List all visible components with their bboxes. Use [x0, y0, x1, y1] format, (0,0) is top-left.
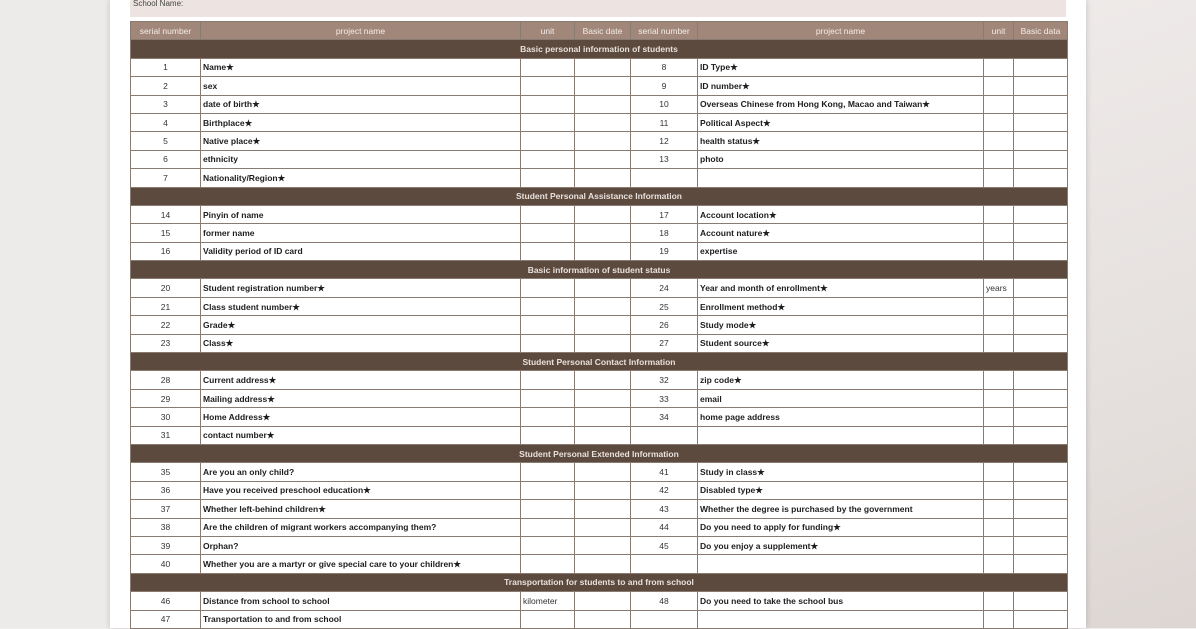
unit-cell [521, 205, 575, 223]
project-name-cell [698, 169, 984, 187]
student-info-table [130, 21, 1068, 629]
basic-data-cell[interactable] [1014, 518, 1068, 536]
unit-cell [521, 242, 575, 260]
unit-cell [984, 610, 1014, 628]
unit-cell [984, 58, 1014, 76]
basic-data-cell[interactable] [1014, 592, 1068, 610]
serial-number-cell: 21 [131, 297, 201, 315]
serial-number-cell: 28 [131, 371, 201, 389]
basic-data-cell[interactable] [1014, 297, 1068, 315]
section-title: Student Personal Contact Information [131, 353, 1068, 371]
basic-data-cell[interactable] [575, 536, 631, 554]
table-row [131, 371, 1068, 389]
serial-number-cell: 37 [131, 500, 201, 518]
project-name-cell: Student source★ [698, 334, 984, 352]
section-title: Student Personal Extended Information [131, 444, 1068, 462]
project-name-cell: Whether left-behind children★ [201, 500, 521, 518]
serial-number-cell: 22 [131, 316, 201, 334]
header-unit-right: unit [984, 22, 1014, 40]
serial-number-cell: 9 [631, 77, 698, 95]
unit-cell [521, 518, 575, 536]
table-row [131, 316, 1068, 334]
serial-number-cell: 24 [631, 279, 698, 297]
background-left [0, 0, 110, 628]
section-header-row [131, 187, 1068, 205]
serial-number-cell: 10 [631, 95, 698, 113]
basic-data-cell[interactable] [1014, 500, 1068, 518]
unit-cell [521, 316, 575, 334]
unit-cell [521, 113, 575, 131]
unit-cell [521, 150, 575, 168]
serial-number-cell: 2 [131, 77, 201, 95]
school-name-label: School Name: [133, 0, 184, 8]
serial-number-cell: 17 [631, 205, 698, 223]
table-row [131, 500, 1068, 518]
project-name-cell: Are the children of migrant workers accompanying them? [201, 518, 521, 536]
unit-cell [521, 610, 575, 628]
basic-data-cell[interactable] [575, 371, 631, 389]
table-row [131, 334, 1068, 352]
basic-data-cell[interactable] [575, 150, 631, 168]
serial-number-cell: 41 [631, 463, 698, 481]
unit-cell [521, 408, 575, 426]
serial-number-cell: 20 [131, 279, 201, 297]
unit-cell [521, 371, 575, 389]
project-name-cell: photo [698, 150, 984, 168]
basic-data-cell[interactable] [575, 279, 631, 297]
project-name-cell: Do you need to apply for funding★ [698, 518, 984, 536]
basic-data-cell[interactable] [575, 426, 631, 444]
section-title: Student Personal Assistance Information [131, 187, 1068, 205]
basic-data-cell[interactable] [575, 408, 631, 426]
unit-cell [984, 518, 1014, 536]
table-row [131, 481, 1068, 499]
project-name-cell [698, 555, 984, 573]
table-row [131, 297, 1068, 315]
unit-cell [521, 169, 575, 187]
basic-data-cell[interactable] [1014, 408, 1068, 426]
unit-cell [521, 58, 575, 76]
unit-cell [521, 132, 575, 150]
project-name-cell: Nationality/Region★ [201, 169, 521, 187]
basic-data-cell[interactable] [1014, 316, 1068, 334]
serial-number-cell: 3 [131, 95, 201, 113]
project-name-cell: Current address★ [201, 371, 521, 389]
project-name-cell: Political Aspect★ [698, 113, 984, 131]
unit-cell [521, 555, 575, 573]
unit-cell [984, 169, 1014, 187]
project-name-cell: expertise [698, 242, 984, 260]
project-name-cell: Class★ [201, 334, 521, 352]
project-name-cell: Pinyin of name [201, 205, 521, 223]
basic-data-cell[interactable] [575, 132, 631, 150]
table-row [131, 95, 1068, 113]
serial-number-cell: 43 [631, 500, 698, 518]
unit-cell [984, 132, 1014, 150]
project-name-cell: Enrollment method★ [698, 297, 984, 315]
serial-number-cell: 35 [131, 463, 201, 481]
table-row [131, 169, 1068, 187]
basic-data-cell[interactable] [1014, 205, 1068, 223]
header-project-name-left: project name [201, 22, 521, 40]
serial-number-cell: 19 [631, 242, 698, 260]
basic-data-cell[interactable] [1014, 58, 1068, 76]
project-name-cell: Orphan? [201, 536, 521, 554]
basic-data-cell[interactable] [1014, 555, 1068, 573]
project-name-cell: Transportation to and from school [201, 610, 521, 628]
section-header-row [131, 573, 1068, 591]
project-name-cell: Account nature★ [698, 224, 984, 242]
basic-data-cell[interactable] [1014, 150, 1068, 168]
header-serial-number-right: serial number [631, 22, 698, 40]
project-name-cell: Study mode★ [698, 316, 984, 334]
serial-number-cell: 38 [131, 518, 201, 536]
unit-cell [521, 77, 575, 95]
section-header-row [131, 353, 1068, 371]
table-row [131, 77, 1068, 95]
basic-data-cell[interactable] [575, 242, 631, 260]
unit-cell [521, 279, 575, 297]
project-name-cell: Do you enjoy a supplement★ [698, 536, 984, 554]
serial-number-cell [631, 555, 698, 573]
table-row [131, 242, 1068, 260]
unit-cell [984, 297, 1014, 315]
basic-data-cell[interactable] [575, 610, 631, 628]
project-name-cell: Class student number★ [201, 297, 521, 315]
project-name-cell: Have you received preschool education★ [201, 481, 521, 499]
project-name-cell: Birthplace★ [201, 113, 521, 131]
basic-data-cell[interactable] [1014, 389, 1068, 407]
serial-number-cell [631, 610, 698, 628]
header-basic-data-right: Basic data [1014, 22, 1068, 40]
unit-cell [984, 150, 1014, 168]
basic-data-cell[interactable] [1014, 426, 1068, 444]
project-name-cell: Whether you are a martyr or give special care to your children★ [201, 555, 521, 573]
unit-cell [984, 555, 1014, 573]
document-page [110, 0, 1086, 628]
basic-data-cell[interactable] [575, 500, 631, 518]
unit-cell [521, 500, 575, 518]
project-name-cell: email [698, 389, 984, 407]
basic-data-cell[interactable] [575, 334, 631, 352]
serial-number-cell: 32 [631, 371, 698, 389]
project-name-cell: former name [201, 224, 521, 242]
school-name-bar [130, 0, 1066, 17]
table-row [131, 224, 1068, 242]
basic-data-cell[interactable] [1014, 224, 1068, 242]
unit-cell [984, 426, 1014, 444]
project-name-cell: Account location★ [698, 205, 984, 223]
table-row [131, 279, 1068, 297]
serial-number-cell: 1 [131, 58, 201, 76]
project-name-cell: Grade★ [201, 316, 521, 334]
basic-data-cell[interactable] [1014, 242, 1068, 260]
project-name-cell: Whether the degree is purchased by the government [698, 500, 984, 518]
project-name-cell: Home Address★ [201, 408, 521, 426]
unit-cell [521, 95, 575, 113]
basic-data-cell[interactable] [1014, 132, 1068, 150]
project-name-cell: ID Type★ [698, 58, 984, 76]
unit-cell [984, 77, 1014, 95]
unit-cell [984, 371, 1014, 389]
table-row [131, 150, 1068, 168]
serial-number-cell: 33 [631, 389, 698, 407]
basic-data-cell[interactable] [575, 481, 631, 499]
basic-data-cell[interactable] [575, 58, 631, 76]
project-name-cell: ethnicity [201, 150, 521, 168]
project-name-cell [698, 610, 984, 628]
table-row [131, 58, 1068, 76]
unit-cell [521, 426, 575, 444]
header-serial-number-left: serial number [131, 22, 201, 40]
table-row [131, 113, 1068, 131]
serial-number-cell: 18 [631, 224, 698, 242]
serial-number-cell: 45 [631, 536, 698, 554]
basic-data-cell[interactable] [575, 205, 631, 223]
background-right [1086, 0, 1196, 628]
project-name-cell: health status★ [698, 132, 984, 150]
basic-data-cell[interactable] [575, 169, 631, 187]
table-row [131, 205, 1068, 223]
unit-cell [984, 205, 1014, 223]
basic-data-cell[interactable] [575, 592, 631, 610]
section-header-row [131, 261, 1068, 279]
table-row [131, 555, 1068, 573]
basic-data-cell[interactable] [1014, 113, 1068, 131]
project-name-cell: zip code★ [698, 371, 984, 389]
unit-cell: kilometer [521, 592, 575, 610]
serial-number-cell: 26 [631, 316, 698, 334]
serial-number-cell: 13 [631, 150, 698, 168]
basic-data-cell[interactable] [1014, 95, 1068, 113]
project-name-cell: Name★ [201, 58, 521, 76]
serial-number-cell: 39 [131, 536, 201, 554]
unit-cell [984, 536, 1014, 554]
project-name-cell: sex [201, 77, 521, 95]
basic-data-cell[interactable] [575, 297, 631, 315]
serial-number-cell: 34 [631, 408, 698, 426]
table-row [131, 536, 1068, 554]
serial-number-cell: 23 [131, 334, 201, 352]
serial-number-cell: 5 [131, 132, 201, 150]
unit-cell [984, 389, 1014, 407]
unit-cell [521, 224, 575, 242]
basic-data-cell[interactable] [1014, 463, 1068, 481]
unit-cell [521, 297, 575, 315]
project-name-cell: Student registration number★ [201, 279, 521, 297]
serial-number-cell: 8 [631, 58, 698, 76]
basic-data-cell[interactable] [1014, 481, 1068, 499]
project-name-cell [698, 426, 984, 444]
serial-number-cell: 31 [131, 426, 201, 444]
serial-number-cell: 16 [131, 242, 201, 260]
basic-data-cell[interactable] [1014, 536, 1068, 554]
section-title: Basic information of student status [131, 261, 1068, 279]
section-title: Basic personal information of students [131, 40, 1068, 58]
table-body [131, 40, 1068, 629]
project-name-cell: Are you an only child? [201, 463, 521, 481]
section-header-row [131, 40, 1068, 58]
table-row [131, 132, 1068, 150]
serial-number-cell: 27 [631, 334, 698, 352]
basic-data-cell[interactable] [575, 518, 631, 536]
unit-cell [521, 463, 575, 481]
project-name-cell: Validity period of ID card [201, 242, 521, 260]
unit-cell [984, 408, 1014, 426]
serial-number-cell: 36 [131, 481, 201, 499]
unit-cell [521, 481, 575, 499]
table-row [131, 592, 1068, 610]
project-name-cell: ID number★ [698, 77, 984, 95]
serial-number-cell: 14 [131, 205, 201, 223]
table-header-row [131, 22, 1068, 40]
serial-number-cell: 15 [131, 224, 201, 242]
unit-cell [521, 334, 575, 352]
serial-number-cell: 47 [131, 610, 201, 628]
basic-data-cell[interactable] [575, 316, 631, 334]
serial-number-cell: 25 [631, 297, 698, 315]
unit-cell [984, 95, 1014, 113]
basic-data-cell[interactable] [575, 77, 631, 95]
serial-number-cell: 40 [131, 555, 201, 573]
project-name-cell: Do you need to take the school bus [698, 592, 984, 610]
serial-number-cell: 44 [631, 518, 698, 536]
serial-number-cell: 46 [131, 592, 201, 610]
unit-cell [984, 224, 1014, 242]
section-header-row [131, 444, 1068, 462]
unit-cell [984, 242, 1014, 260]
basic-data-cell[interactable] [1014, 334, 1068, 352]
project-name-cell: Distance from school to school [201, 592, 521, 610]
basic-data-cell[interactable] [1014, 279, 1068, 297]
unit-cell [984, 463, 1014, 481]
serial-number-cell [631, 169, 698, 187]
table-row [131, 408, 1068, 426]
unit-cell [984, 592, 1014, 610]
basic-data-cell[interactable] [575, 463, 631, 481]
table-row [131, 518, 1068, 536]
unit-cell [984, 334, 1014, 352]
serial-number-cell: 42 [631, 481, 698, 499]
basic-data-cell[interactable] [575, 113, 631, 131]
unit-cell [984, 316, 1014, 334]
unit-cell: years [984, 279, 1014, 297]
table-row [131, 389, 1068, 407]
project-name-cell: Mailing address★ [201, 389, 521, 407]
basic-data-cell[interactable] [575, 95, 631, 113]
header-basic-data-left: Basic date [575, 22, 631, 40]
project-name-cell: Disabled type★ [698, 481, 984, 499]
project-name-cell: date of birth★ [201, 95, 521, 113]
project-name-cell: Year and month of enrollment★ [698, 279, 984, 297]
serial-number-cell: 7 [131, 169, 201, 187]
header-project-name-right: project name [698, 22, 984, 40]
serial-number-cell: 12 [631, 132, 698, 150]
table-row [131, 610, 1068, 628]
unit-cell [984, 500, 1014, 518]
basic-data-cell[interactable] [1014, 77, 1068, 95]
serial-number-cell: 48 [631, 592, 698, 610]
table-row [131, 463, 1068, 481]
serial-number-cell: 4 [131, 113, 201, 131]
unit-cell [521, 389, 575, 407]
serial-number-cell [631, 426, 698, 444]
basic-data-cell[interactable] [1014, 610, 1068, 628]
basic-data-cell[interactable] [1014, 169, 1068, 187]
unit-cell [984, 481, 1014, 499]
header-unit-left: unit [521, 22, 575, 40]
project-name-cell: Native place★ [201, 132, 521, 150]
serial-number-cell: 29 [131, 389, 201, 407]
basic-data-cell[interactable] [575, 555, 631, 573]
project-name-cell: home page address [698, 408, 984, 426]
project-name-cell: Study in class★ [698, 463, 984, 481]
section-title: Transportation for students to and from school [131, 573, 1068, 591]
project-name-cell: Overseas Chinese from Hong Kong, Macao and Taiwan★ [698, 95, 984, 113]
basic-data-cell[interactable] [575, 389, 631, 407]
basic-data-cell[interactable] [575, 224, 631, 242]
unit-cell [984, 113, 1014, 131]
serial-number-cell: 30 [131, 408, 201, 426]
serial-number-cell: 11 [631, 113, 698, 131]
unit-cell [521, 536, 575, 554]
table-row [131, 426, 1068, 444]
serial-number-cell: 6 [131, 150, 201, 168]
project-name-cell: contact number★ [201, 426, 521, 444]
basic-data-cell[interactable] [1014, 371, 1068, 389]
